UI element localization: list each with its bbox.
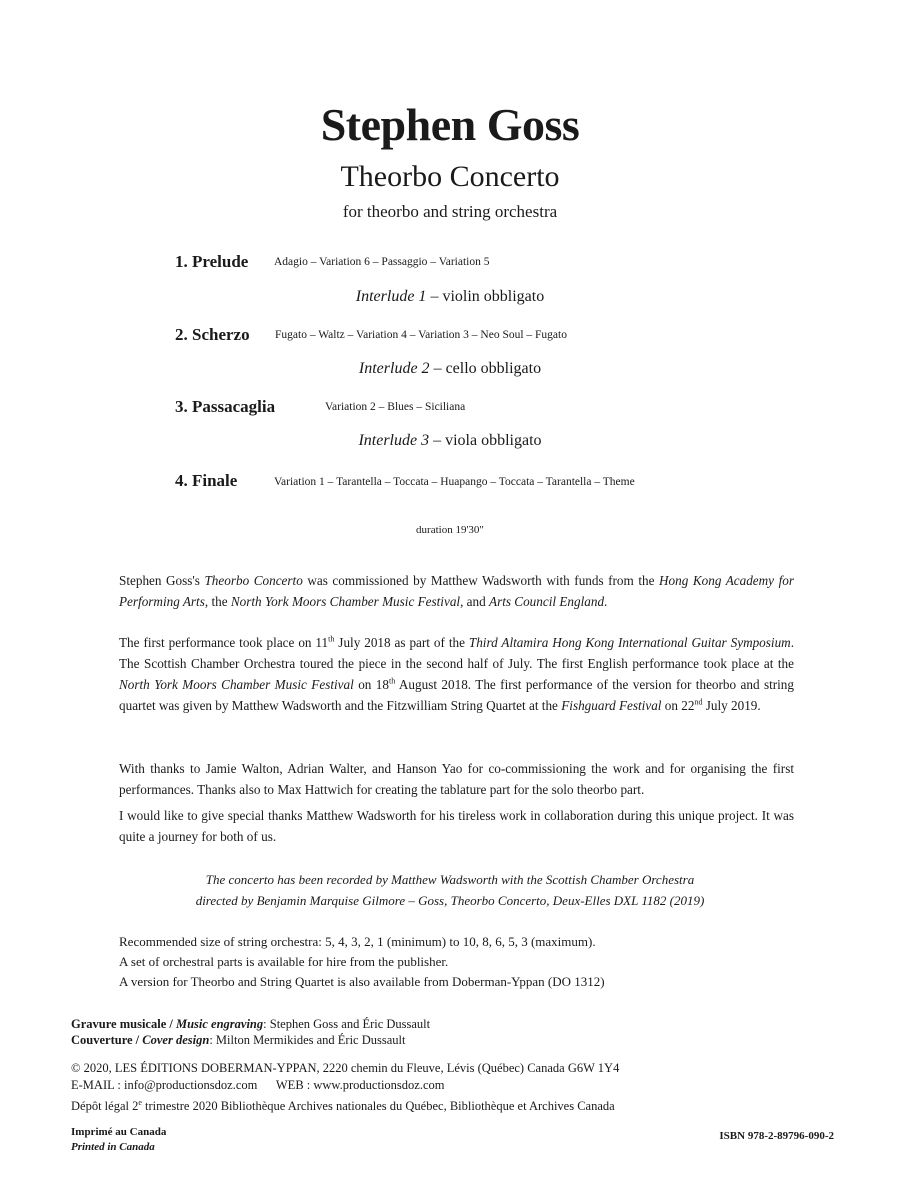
text: Stephen Goss's: [119, 573, 205, 588]
composer-name: Stephen Goss: [320, 99, 580, 150]
credit-label: Gravure musicale /: [71, 1017, 176, 1031]
ordinal-suffix: th: [328, 634, 335, 644]
contact-line: E-MAIL : info@productionsdoz.com WEB : www.productionsdoz.com: [71, 1078, 445, 1092]
movement-title: 4. Finale: [175, 471, 238, 490]
institution-ref: Arts Council England: [489, 594, 605, 609]
text: was commissioned by Matthew Wadsworth with funds from the: [302, 573, 659, 588]
interlude-name: Interlude 2: [358, 360, 430, 377]
legal-deposit-line: [71, 1094, 615, 1115]
text: Dépôt légal 2: [71, 1099, 139, 1114]
credit-names: : Milton Mermikides and Éric Dussault: [209, 1033, 406, 1047]
interlude-line: [0, 360, 900, 378]
ordinal-suffix: th: [388, 676, 396, 686]
interlude-line: [0, 288, 900, 306]
text: on 22: [661, 698, 695, 713]
work-title-ref: Theorbo Concerto: [204, 573, 303, 588]
credit-label: Music engraving: [175, 1017, 264, 1031]
movement-sections: Adagio – Variation 6 – Passaggio – Variation 5: [274, 256, 490, 268]
printed-in-fr: Imprimé au Canada: [71, 1126, 167, 1138]
movement-sections: Variation 2 – Blues – Siciliana: [325, 401, 466, 413]
engraving-credit: [71, 1016, 430, 1033]
interlude-desc: – viola obbligato: [429, 432, 542, 449]
text: .: [604, 594, 608, 609]
thanks-paragraph: With thanks to Jamie Walton, Adrian Walter, and Hanson Yao for co-commissioning the work and for organising the first performances. Thanks also to Max Hattwich for creating the tablature part for the solo theorbo part.: [119, 761, 794, 797]
festival-ref: North York Moors Chamber Music Festival: [230, 594, 461, 609]
recording-line: directed by Benjamin Marquise Gilmore – Goss, Theorbo Concerto, Deux-Elles DXL 1182 (2019): [195, 893, 705, 908]
movement-title: 2. Scherzo: [175, 325, 250, 344]
movement-sections: Fugato – Waltz – Variation 4 – Variation 3 – Neo Soul – Fugato: [275, 329, 567, 341]
interlude-desc: – cello obbligato: [429, 360, 542, 377]
movement-sections: Variation 1 – Tarantella – Toccata – Huapango – Toccata – Tarantella – Theme: [274, 476, 635, 488]
movement-title: 3. Passacaglia: [175, 397, 276, 416]
isbn: ISBN 978-2-89796-090-2: [719, 1130, 834, 1142]
text: The first performance took place on 11: [119, 635, 329, 650]
text: on 18: [353, 677, 389, 692]
cover-credit: [71, 1032, 405, 1049]
quartet-version-note: A version for Theorbo and String Quartet is also available from Doberman-Yppan (DO 1312): [119, 974, 605, 989]
printed-in-en: Printed in Canada: [71, 1141, 155, 1153]
recording-line: The concerto has been recorded by Matthew Wadsworth with the Scottish Chamber Orchestra: [205, 872, 695, 887]
work-subtitle: for theorbo and string orchestra: [342, 202, 558, 221]
text: July 2019.: [702, 698, 761, 713]
credit-label: Couverture /: [71, 1033, 143, 1047]
text: , and: [460, 594, 490, 609]
interlude-line: [0, 432, 900, 450]
movement-title: 1. Prelude: [175, 252, 249, 271]
event-ref: Third Altamira Hong Kong International Guitar Symposium: [468, 635, 791, 650]
festival-ref: Fishguard Festival: [561, 698, 662, 713]
premiere-paragraph: [119, 632, 794, 716]
interlude-name: Interlude 1: [355, 288, 427, 305]
festival-ref: North York Moors Chamber Music Festival: [119, 677, 354, 692]
interlude-desc: – violin obbligato: [426, 288, 545, 305]
credit-names: : Stephen Goss and Éric Dussault: [263, 1017, 431, 1031]
ordinal-suffix: nd: [694, 697, 703, 707]
parts-hire-note: A set of orchestral parts is available for hire from the publisher.: [119, 954, 449, 969]
copyright-line: © 2020, LES ÉDITIONS DOBERMAN-YPPAN, 2220 chemin du Fleuve, Lévis (Québec) Canada G6W 1Y4: [71, 1061, 620, 1075]
special-thanks-paragraph: I would like to give special thanks Matthew Wadsworth for his tireless work in collaboration during this unique project. It was quite a journey for both of us.: [119, 808, 794, 844]
commission-paragraph: [119, 570, 794, 612]
work-title: Theorbo Concerto: [340, 160, 560, 193]
orchestra-size-note: Recommended size of string orchestra: 5, 4, 3, 2, 1 (minimum) to 10, 8, 6, 5, 3 (maximum).: [119, 934, 596, 949]
institution-ref: Hong Kong Academy for Performing Arts: [119, 573, 794, 609]
text: trimestre 2020 Bibliothèque Archives nationales du Québec, Bibliothèque et Archives Canada: [141, 1099, 615, 1114]
text: August 2018. The first performance of the version for theorbo and string quartet was given by Matthew Wadsworth and the Fitzwilliam String Quartet at the: [119, 677, 794, 713]
text: July 2018 as part of the: [334, 635, 469, 650]
credit-label: Cover design: [142, 1033, 210, 1047]
ordinal-suffix: e: [138, 1098, 142, 1107]
interlude-name: Interlude 3: [358, 432, 430, 449]
text: . The Scottish Chamber Orchestra toured the piece in the second half of July. The first English performance took place at the: [119, 635, 794, 671]
text: , the: [204, 594, 231, 609]
duration: duration 19'30": [416, 524, 484, 536]
